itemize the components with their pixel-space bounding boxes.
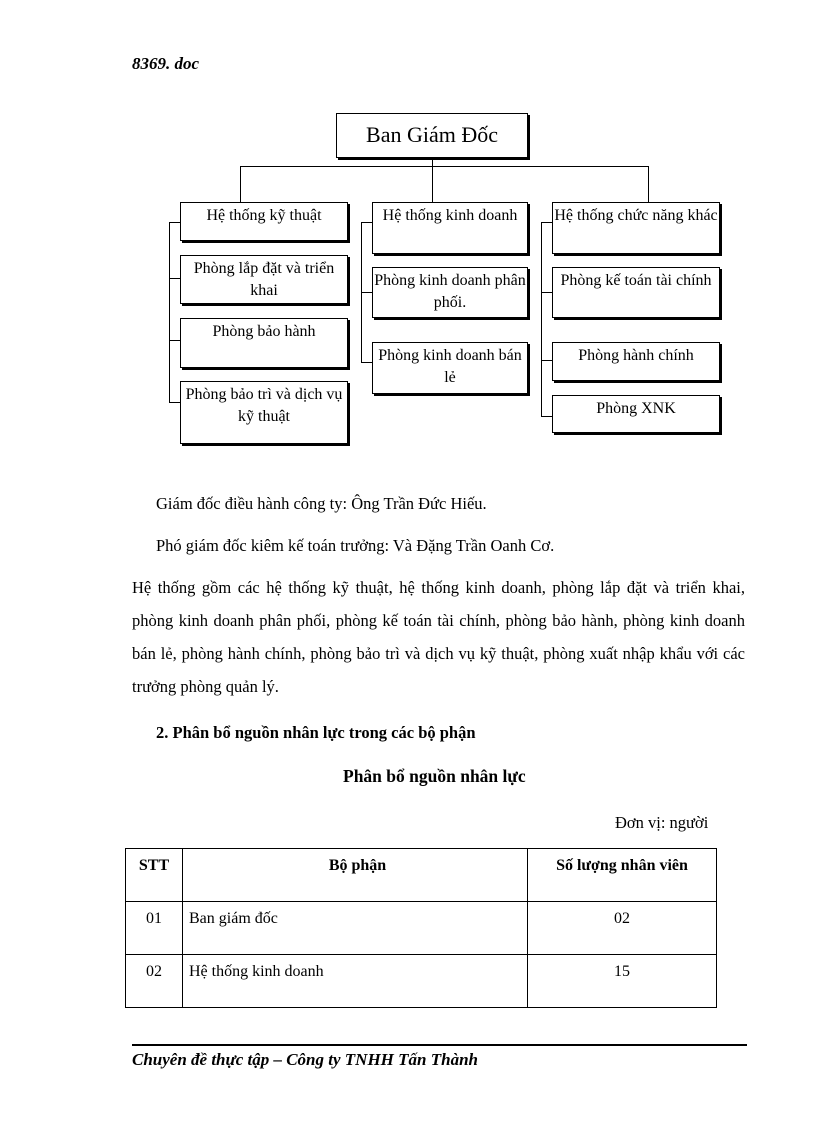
connector	[432, 166, 433, 202]
section-heading: 2. Phân bổ nguồn nhân lực trong các bộ phận	[156, 723, 476, 742]
header-department: Bộ phận	[183, 849, 528, 902]
connector	[240, 166, 649, 167]
connector	[648, 166, 649, 202]
org-box-bao-tri: Phòng bảo trì và dịch vụ kỹ thuật	[180, 381, 348, 444]
org-box-phan-phoi: Phòng kinh doanh phân phối.	[372, 267, 528, 318]
org-box-ke-toan: Phòng kế toán tài chính	[552, 267, 720, 318]
connector	[541, 222, 542, 417]
org-box-hanh-chinh: Phòng hành chính	[552, 342, 720, 381]
cell-staff-count: 02	[528, 902, 717, 955]
org-top-box: Ban Giám Đốc	[336, 113, 528, 158]
footer-rule	[132, 1044, 747, 1046]
table-row	[126, 955, 717, 1008]
org-box-lap-dat: Phòng lắp đặt và triển khai	[180, 255, 348, 304]
footer-text: Chuyên đề thực tập – Công ty TNHH Tấn Thành	[132, 1050, 478, 1069]
cell-stt: 01	[126, 902, 183, 955]
cell-department: Hệ thống kinh doanh	[183, 955, 528, 1008]
staff-table	[125, 848, 717, 1008]
vice-director-line: Phó giám đốc kiêm kế toán trưởng: Và Đặng Trần Oanh Cơ.	[156, 536, 555, 555]
org-box-kinh-doanh: Hệ thống kinh doanh	[372, 202, 528, 254]
cell-staff-count: 15	[528, 955, 717, 1008]
cell-department: Ban giám đốc	[183, 902, 528, 955]
table-title: Phân bổ nguồn nhân lực	[343, 766, 526, 786]
unit-label: Đơn vị: người	[615, 813, 709, 832]
table-row	[126, 902, 717, 955]
org-box-ky-thuat: Hệ thống kỹ thuật	[180, 202, 348, 241]
org-box-chuc-nang: Hệ thống chức năng khác	[552, 202, 720, 254]
table-header-row	[126, 849, 717, 902]
header-staff-count: Số lượng nhân viên	[528, 849, 717, 902]
org-box-xnk: Phòng XNK	[552, 395, 720, 433]
cell-stt: 02	[126, 955, 183, 1008]
org-box-bao-hanh: Phòng bảo hành	[180, 318, 348, 368]
header-stt: STT	[126, 849, 183, 902]
org-box-ban-le: Phòng kinh doanh bán lẻ	[372, 342, 528, 394]
connector	[169, 222, 170, 402]
director-line: Giám đốc điều hành công ty: Ông Trần Đức Hiếu.	[156, 494, 487, 513]
document-label: 8369. doc	[132, 54, 200, 73]
connector	[240, 166, 241, 202]
description-paragraph: Hệ thống gồm các hệ thống kỹ thuật, hệ thống kinh doanh, phòng lắp đặt và triển khai, phòng kinh doanh phân phối, phòng kế toán tài chính, phòng bảo hành, phòng kinh doanh bán lẻ, phòng hành chính, phòng bảo trì và dịch vụ kỹ thuật, phòng xuất nhập khẩu với các trưởng phòng quản lý.	[132, 578, 745, 696]
connector	[432, 158, 433, 166]
